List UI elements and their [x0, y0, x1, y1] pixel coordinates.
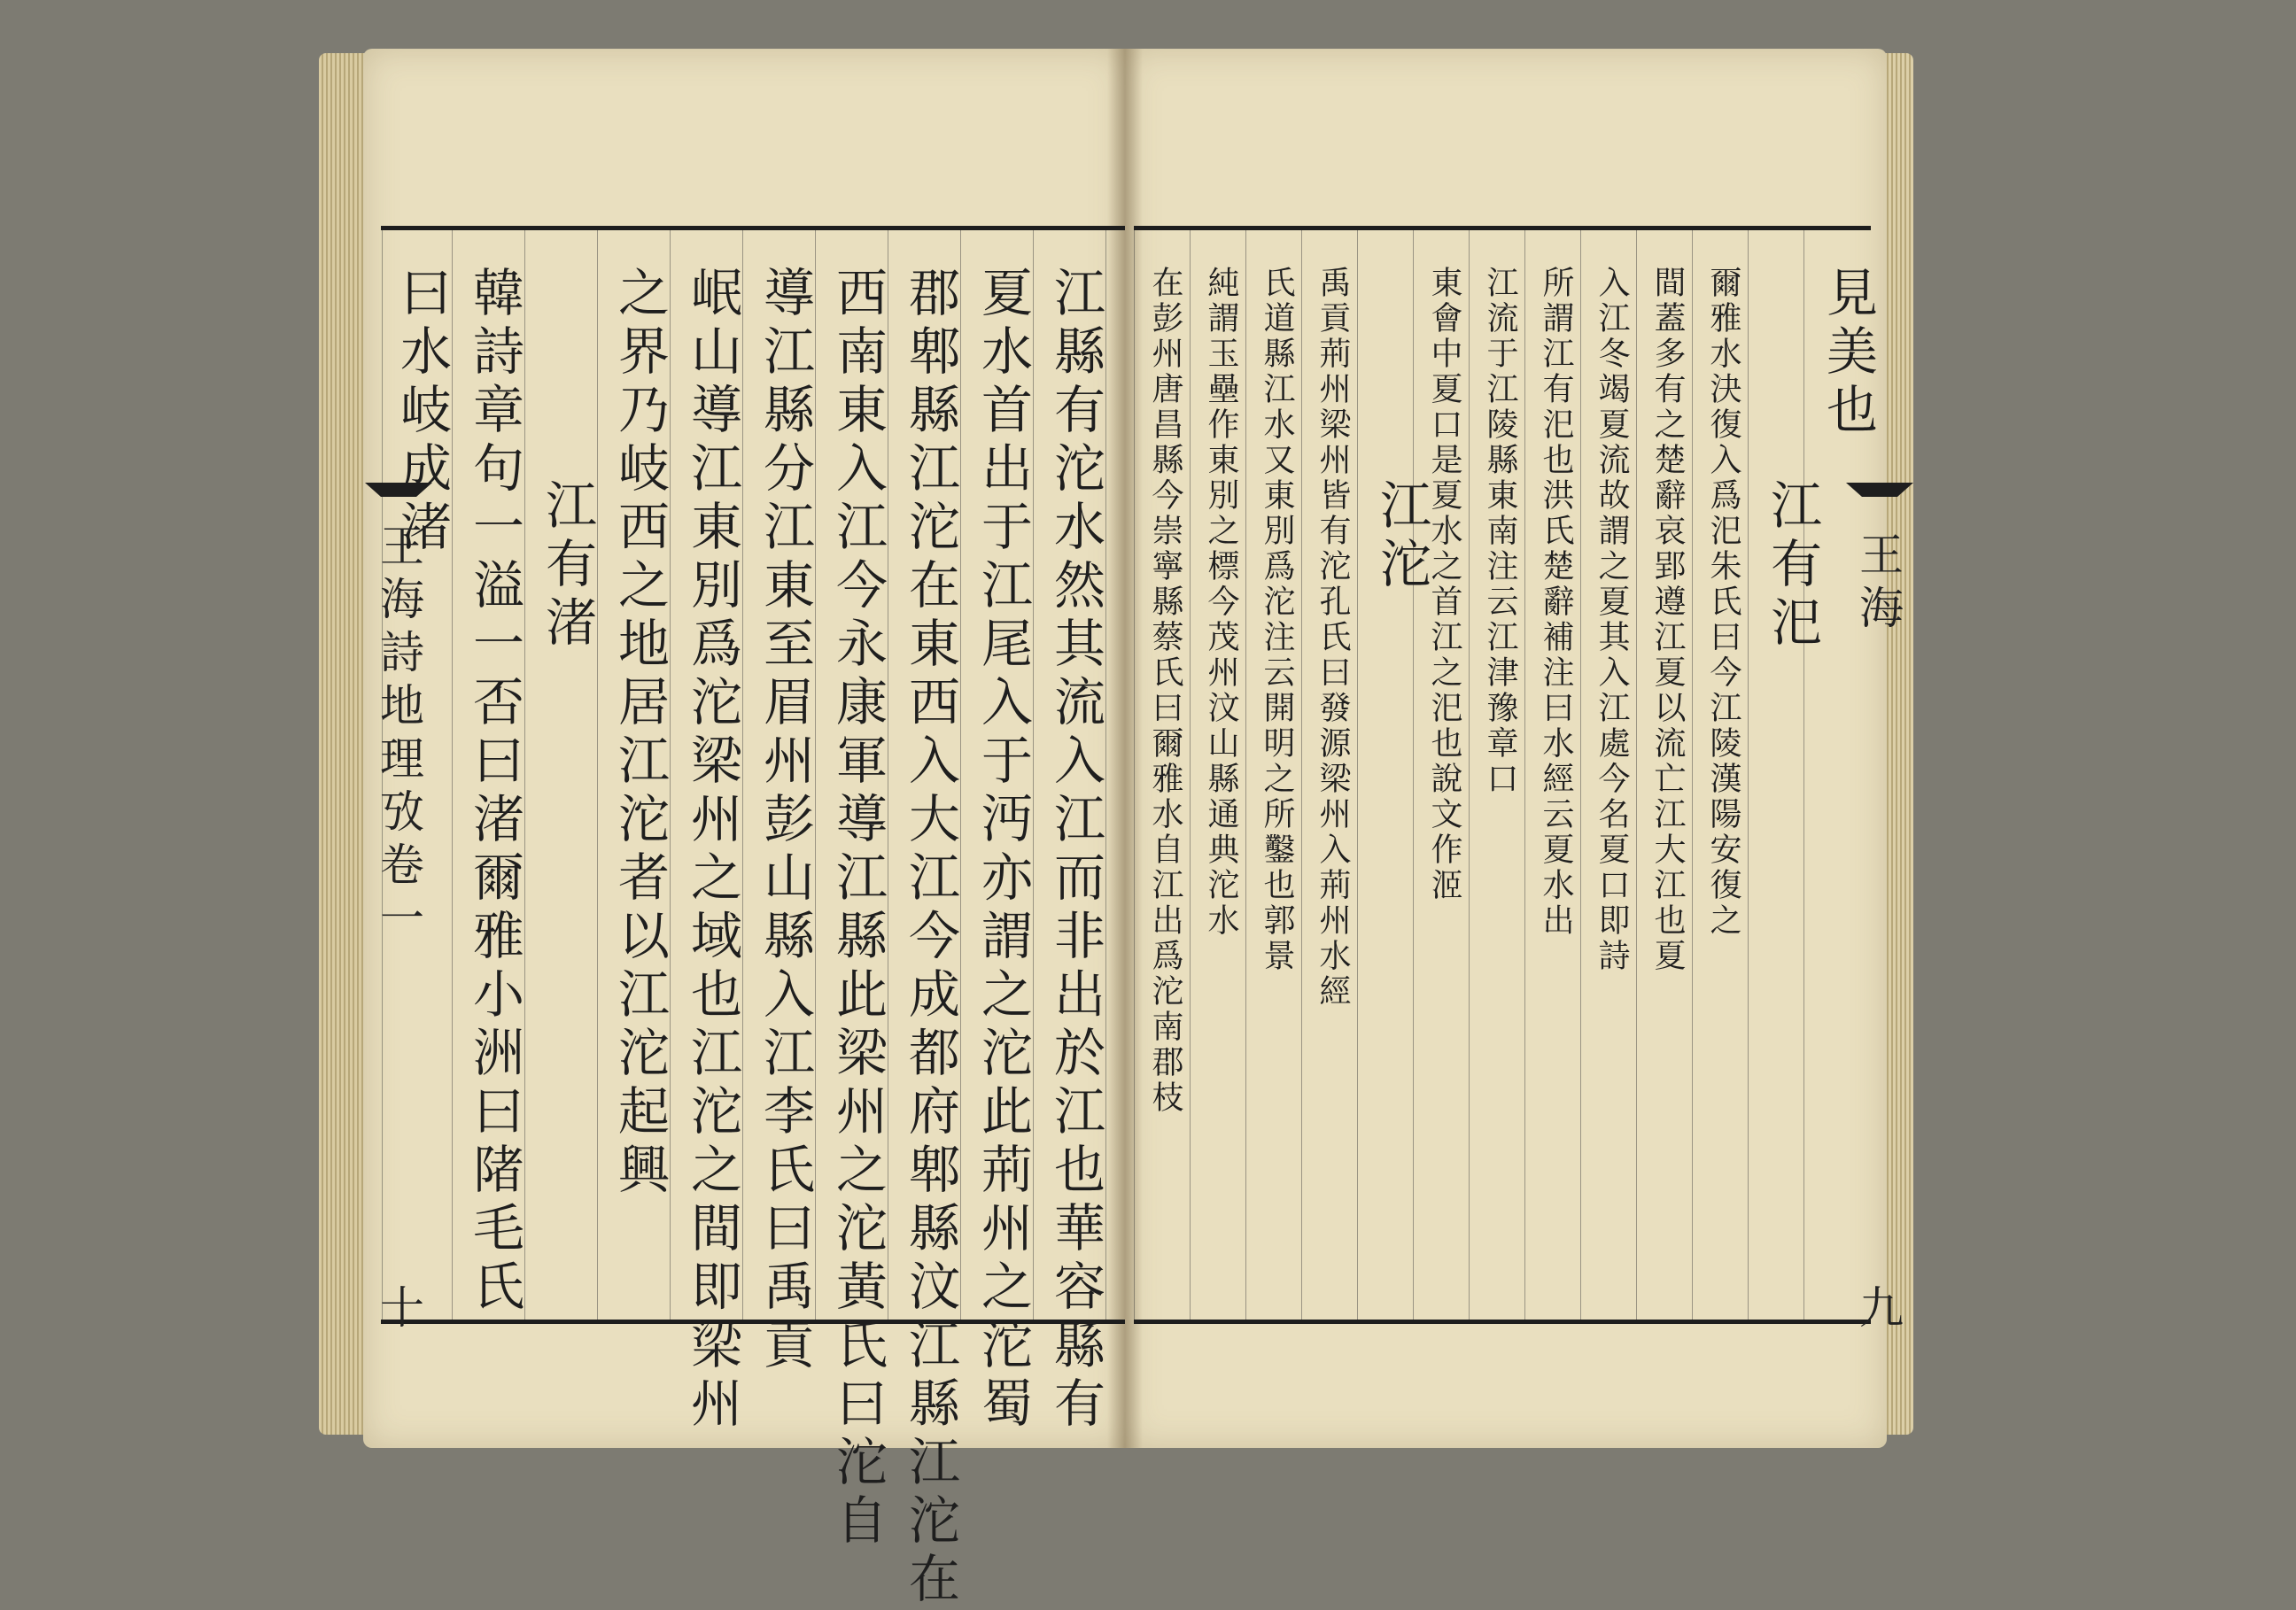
- right-column-10: 禹貢荊州梁州皆有沱孔氏曰發源梁州入荊州水經: [1315, 266, 1351, 1010]
- right-column-2: 江有汜: [1762, 478, 1822, 654]
- right-column-3: 爾雅水決復入爲汜朱氏曰今江陵漢陽安復之: [1705, 266, 1741, 939]
- left-column-8: 江有渚: [537, 478, 597, 654]
- left-column-6: 岷山導江東別爲沱梁州之域也江沱之間即梁州: [682, 266, 742, 1435]
- left-column-5: 導江縣分江東至眉州彭山縣入江李氏曰禹貢: [755, 266, 815, 1376]
- left-column-1: 江縣有沱水然其流入江而非出於江也華容縣有: [1045, 266, 1105, 1435]
- right-column-1: 見美也: [1818, 266, 1878, 441]
- right-column-4: 間蓋多有之楚辭哀郢遵江夏以流亡江大江也夏: [1649, 266, 1686, 974]
- left-column-3: 郡郫縣江沱在東西入大江今成都府郫縣汶江縣江沱在: [900, 266, 960, 1610]
- right-folio-number: 九: [1852, 1284, 1904, 1337]
- fishtail-mark: [365, 483, 432, 497]
- right-column-6: 所謂江有汜也洪氏楚辭補注曰水經云夏水出: [1538, 266, 1574, 939]
- left-column-7: 之界乃岐西之地居江沱者以江沱起興: [609, 266, 670, 1201]
- right-column-7: 江流于江陵縣東南注云江津豫章口: [1482, 266, 1518, 797]
- right-margin-title: 王海: [1852, 531, 1904, 638]
- left-text-frame: [381, 226, 1125, 1610]
- right-column-11: 氏道縣江水又東別爲沱注云開明之所鑿也郭景: [1259, 266, 1295, 974]
- right-column-12: 純謂玉壘作東別之標今茂州汶山縣通典沱水: [1203, 266, 1239, 939]
- right-column-8: 東會中夏口是夏水之首江之汜也說文作洍: [1426, 266, 1462, 903]
- left-column-2: 夏水首出于江尾入于沔亦謂之沱此荊州之沱蜀: [973, 266, 1033, 1435]
- right-column-9: 江沱: [1371, 478, 1431, 595]
- left-folio-number: 十: [373, 1284, 424, 1337]
- left-column-4: 西南東入江今永康軍導江縣此梁州之沱黃氏曰沱自: [827, 266, 888, 1552]
- left-column-9: 韓詩章句一溢一否曰渚爾雅小洲曰陼毛氏: [464, 266, 524, 1318]
- fishtail-mark: [1846, 483, 1913, 497]
- left-margin-title: 王海詩地理攷卷一: [373, 522, 424, 948]
- right-column-13: 在彭州唐昌縣今崇寧縣蔡氏曰爾雅水自江出爲沱南郡枝: [1147, 266, 1183, 1116]
- right-margin-strip: [1842, 239, 1904, 1530]
- left-column-10: 曰水岐成渚: [392, 266, 452, 558]
- right-column-5: 入江冬竭夏流故謂之夏其入江處今名夏口即詩: [1594, 266, 1630, 974]
